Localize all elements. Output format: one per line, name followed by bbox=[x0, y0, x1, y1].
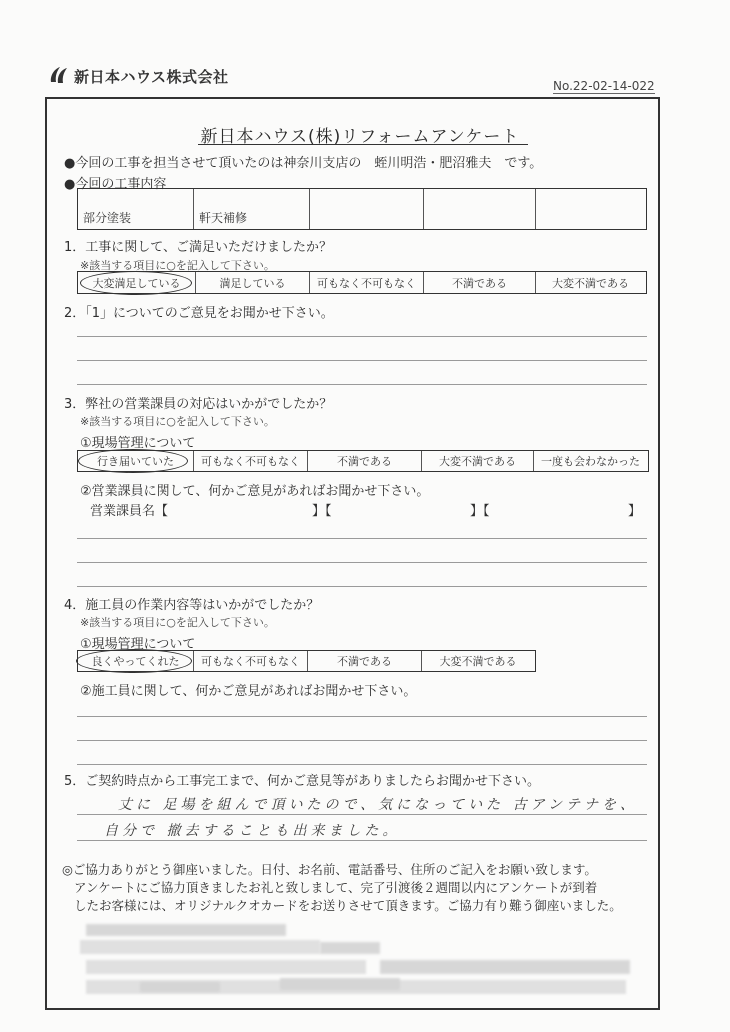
q4-option[interactable]: 大変不満である bbox=[439, 655, 517, 668]
work-item bbox=[424, 189, 536, 229]
title-underline bbox=[198, 144, 528, 145]
q4-sub2: ②施工員に関して、何かご意見があればお聞かせ下さい。 bbox=[80, 684, 417, 699]
q4-sub1: ①現場管理について bbox=[80, 637, 196, 652]
q1-option[interactable]: 不満である bbox=[424, 272, 536, 293]
staff-bracket: 】【 bbox=[312, 504, 332, 519]
q1-option[interactable]: 大変不満である bbox=[552, 276, 629, 290]
work-content-table bbox=[77, 188, 647, 230]
redacted-block bbox=[280, 978, 400, 990]
redacted-block bbox=[140, 982, 220, 992]
q5-question: 5．ご契約時点から工事完工まで、何かご意見等がありましたらお聞かせ下さい。 bbox=[64, 774, 541, 789]
intro-staff-line: ●今回の工事を担当させて頂いたのは神奈川支店の 蛭川明浩・肥沼雅夫 です。 bbox=[64, 156, 543, 171]
q3-note: ※該当する項目に○を記入して下さい。 bbox=[80, 415, 275, 428]
q1-option[interactable]: 大変満足している bbox=[78, 272, 196, 293]
q5-handwritten-answer-1: 丈に 足場を組んで頂いたので、気になっていた 古アンテナを、 bbox=[118, 797, 639, 813]
answer-line bbox=[77, 586, 647, 587]
q3-option[interactable]: 行き届いていた bbox=[78, 451, 194, 471]
q1-option[interactable]: 可もなく不可もなく bbox=[310, 272, 424, 293]
q4-option[interactable]: 良くやってくれた bbox=[78, 651, 194, 671]
work-item: 軒天補修 bbox=[194, 189, 310, 229]
q3-option[interactable]: 可もなく不可もなく bbox=[194, 451, 308, 471]
q1-selection-circle bbox=[80, 271, 192, 295]
company-name: 新日本ハウス株式会社 bbox=[74, 68, 229, 86]
q1-question: 1．工事に関して、ご満足いただけましたか？ bbox=[64, 240, 333, 255]
q3-option[interactable]: 一度も会わなかった bbox=[541, 455, 640, 468]
q2-question: 2．「1」についてのご意見をお聞かせ下さい。 bbox=[64, 306, 334, 321]
staff-bracket: 】 bbox=[628, 504, 642, 519]
redacted-personal-info bbox=[80, 920, 640, 1000]
work-item bbox=[310, 189, 424, 229]
work-item bbox=[536, 189, 645, 229]
q5-handwritten-answer-2: 自分で 撤去することも出来ました。 bbox=[104, 823, 401, 839]
answer-line bbox=[77, 764, 647, 765]
q4-option[interactable]: 不満である bbox=[308, 651, 422, 671]
redacted-block bbox=[86, 960, 366, 974]
q4-note: ※該当する項目に○を記入して下さい。 bbox=[80, 616, 275, 629]
redacted-block bbox=[320, 942, 380, 954]
q3-selection-circle bbox=[78, 449, 188, 473]
redacted-block bbox=[380, 960, 630, 974]
q1-note: ※該当する項目に○を記入して下さい。 bbox=[80, 259, 275, 272]
q3-option[interactable]: 大変不満である bbox=[422, 451, 534, 471]
q3-question: 3．弊社の営業課員の対応はいかがでしたか？ bbox=[64, 397, 333, 412]
work-content-label: ●今回の工事内容 bbox=[64, 177, 167, 192]
redacted-block bbox=[86, 924, 286, 936]
answer-line bbox=[77, 336, 647, 337]
q4-option[interactable]: 可もなく不可もなく bbox=[194, 651, 308, 671]
staff-bracket: 】【 bbox=[470, 504, 490, 519]
redacted-block bbox=[80, 940, 320, 954]
work-item: 部分塗装 bbox=[78, 189, 194, 229]
answer-line bbox=[77, 360, 647, 361]
answer-line bbox=[77, 814, 647, 815]
answer-line bbox=[77, 538, 647, 539]
document-number: No.22-02-14-022 bbox=[553, 79, 655, 93]
q1-option[interactable]: 満足している bbox=[196, 272, 310, 293]
company-logo-icon bbox=[48, 64, 70, 86]
q3-sub2: ②営業課員に関して、何かご意見があればお聞かせ下さい。 bbox=[80, 484, 430, 499]
answer-line bbox=[77, 384, 647, 385]
answer-line bbox=[77, 840, 647, 841]
q4-question: 4．施工員の作業内容等はいかがでしたか？ bbox=[64, 598, 320, 613]
q3-option[interactable]: 不満である bbox=[308, 451, 422, 471]
footer-line-2: アンケートにご協力頂きましたお礼と致しまして、完了引渡後２週間以内にアンケートが到着 bbox=[74, 880, 598, 895]
answer-line bbox=[77, 740, 647, 741]
footer-line-3: したお客様には、オリジナルクオカードをお送りさせて頂きます。ご協力有り難う御座いました。 bbox=[74, 898, 622, 913]
answer-line bbox=[77, 562, 647, 563]
q3-sub1: ①現場管理について bbox=[80, 436, 196, 451]
staff-name-label: 営業課員名【 bbox=[90, 504, 169, 519]
answer-line bbox=[77, 716, 647, 717]
page-title: 新日本ハウス(株)リフォームアンケート bbox=[200, 127, 520, 147]
q4-selection-circle bbox=[76, 649, 192, 673]
footer-line-1: ◎ご協力ありがとう御座いました。日付、お名前、電話番号、住所のご記入をお願い致します。 bbox=[62, 862, 597, 877]
